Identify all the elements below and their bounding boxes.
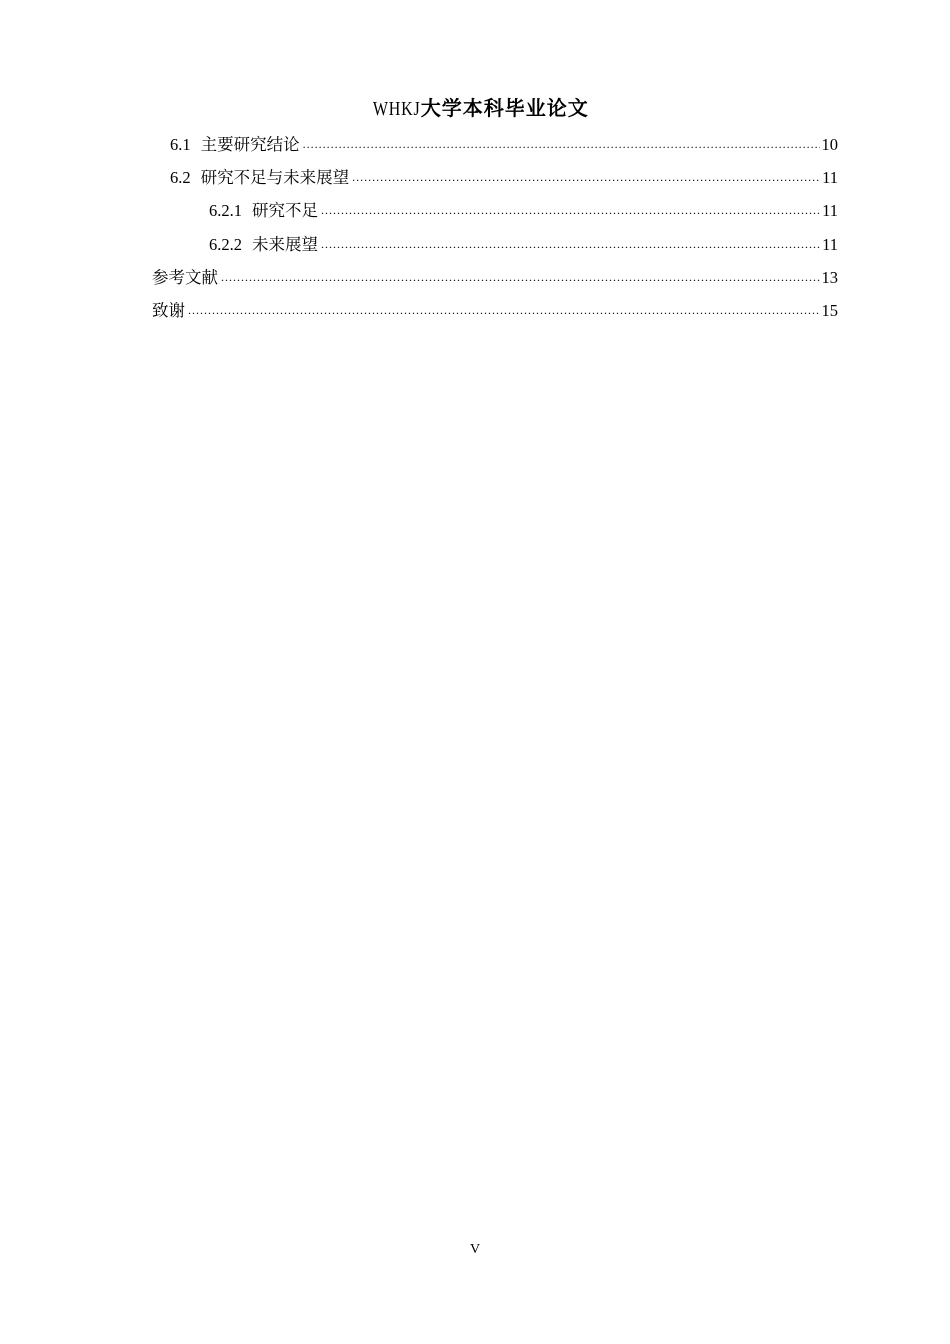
- toc-entry-number: 6.2.2: [209, 234, 242, 254]
- page-header: [0, 96, 950, 122]
- toc-leader-dots: [188, 296, 820, 324]
- table-of-contents: [152, 131, 838, 330]
- toc-leader-dots: [321, 196, 820, 224]
- toc-entry-title: 主要研究结论: [200, 135, 300, 154]
- toc-entry-title: 致谢: [152, 300, 185, 320]
- toc-entry-title: 研究不足: [252, 201, 318, 221]
- toc-entry-number: 6.2.1: [209, 201, 242, 221]
- toc-entry[interactable]: [152, 231, 838, 264]
- header-title: 大学本科毕业论文: [420, 98, 589, 120]
- toc-leader-dots: [321, 230, 820, 258]
- toc-leader-dots: [303, 130, 820, 158]
- toc-entry-title: 参考文献: [152, 267, 218, 287]
- toc-entry-page: 10: [821, 135, 838, 154]
- header-latin: WHKJ: [373, 98, 421, 120]
- toc-entry-page: 11: [822, 168, 838, 188]
- toc-entry-number: 6.1: [170, 135, 191, 154]
- toc-leader-dots: [221, 263, 820, 291]
- toc-entry[interactable]: [152, 131, 838, 164]
- toc-entry-title: 研究不足与未来展望: [200, 168, 350, 188]
- toc-entry[interactable]: [152, 164, 838, 197]
- toc-entry[interactable]: [152, 264, 838, 297]
- toc-entry-page: 11: [822, 201, 838, 221]
- toc-leader-dots: [352, 163, 820, 191]
- page-number: V: [469, 1242, 481, 1257]
- toc-entry[interactable]: [152, 297, 838, 330]
- toc-entry-number: 6.2: [170, 168, 191, 188]
- toc-entry-page: 15: [821, 300, 838, 320]
- toc-entry-page: 11: [822, 234, 838, 254]
- toc-entry[interactable]: [152, 197, 838, 230]
- toc-entry-title: 未来展望: [252, 234, 318, 254]
- toc-entry-page: 13: [821, 267, 838, 287]
